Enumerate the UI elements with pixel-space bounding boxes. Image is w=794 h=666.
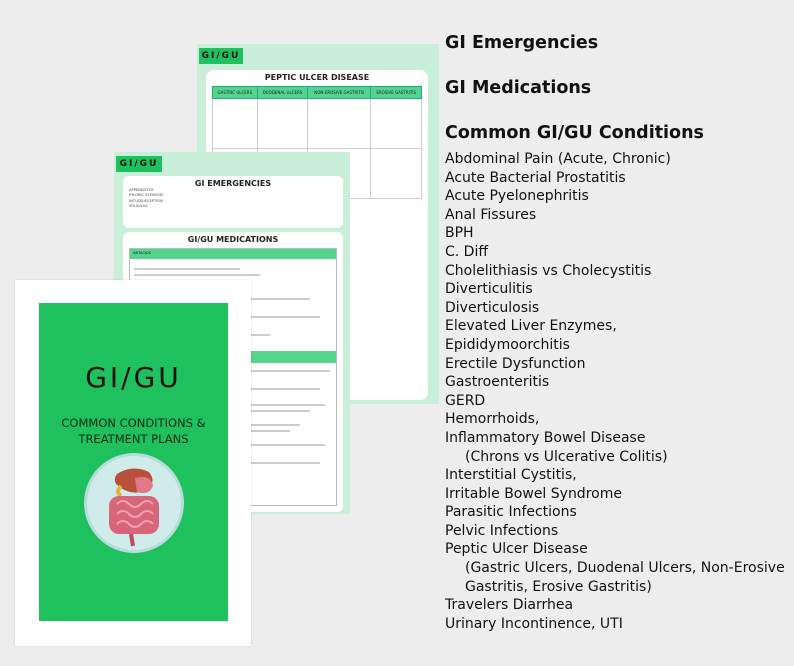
- list-item: Erectile Dysfunction: [445, 355, 586, 372]
- list-item: C. Diff: [445, 243, 488, 260]
- column-header: GASTRIC ULCERS: [213, 87, 258, 99]
- cover-title: GI/GU: [85, 361, 182, 394]
- list-item: Travelers Diarrhea: [445, 597, 574, 614]
- list-item: Inflammatory Bowel Disease: [445, 429, 646, 446]
- list-item: Gastritis, Erosive Gastritis): [465, 578, 652, 595]
- heading-gi-emergencies: GI Emergencies: [445, 33, 599, 53]
- cover-subtitle-line: COMMON CONDITIONS &: [61, 416, 206, 430]
- cover-sheet: [15, 280, 251, 646]
- medications-title: GI/GU MEDICATIONS: [187, 235, 279, 244]
- table-cell: [308, 99, 371, 149]
- list-item: (Chrons vs Ulcerative Colitis): [465, 448, 668, 465]
- cover-subtitle: [39, 415, 228, 447]
- table-cell: [371, 149, 422, 199]
- sheet-tag: GI/GU: [199, 48, 243, 64]
- table-cell: [257, 99, 308, 149]
- conditions-list: [445, 150, 785, 633]
- cover-subtitle-line: TREATMENT PLANS: [78, 432, 189, 446]
- column-header: NON-EROSIVE GASTRITIS: [308, 87, 371, 99]
- heading-gi-medications: GI Medications: [445, 78, 592, 98]
- list-item: Cholelithiasis vs Cholecystitis: [445, 262, 652, 279]
- sheet-tag: GI/GU: [116, 156, 162, 172]
- list-item: Urinary Incontinence, UTI: [445, 615, 623, 632]
- list-item: Peptic Ulcer Disease: [445, 541, 588, 558]
- list-item: Anal Fissures: [445, 206, 537, 223]
- list-item: (Gastric Ulcers, Duodenal Ulcers, Non-Erosive: [465, 560, 785, 577]
- emergency-item: INTUSSUSCEPTION: [129, 198, 163, 203]
- cover-panel: [39, 303, 228, 621]
- list-item: Diverticulosis: [445, 299, 540, 316]
- digestive-organs-illustration: [84, 453, 184, 553]
- list-item: BPH: [445, 225, 474, 242]
- list-item: Acute Bacterial Prostatitis: [445, 169, 626, 186]
- emergency-item: APPENDICITIS: [129, 188, 154, 192]
- list-item: Pelvic Infections: [445, 522, 559, 539]
- list-item: Parasitic Infections: [445, 504, 577, 521]
- list-item: Gastroenteritis: [445, 374, 550, 391]
- emergencies-title: GI EMERGENCIES: [194, 179, 272, 188]
- emergency-item: VOLVULUS: [129, 204, 148, 209]
- emergencies-card: [123, 176, 343, 228]
- list-item: Hemorrhoids,: [445, 411, 540, 428]
- peptic-ulcer-title: PEPTIC ULCER DISEASE: [264, 73, 370, 82]
- emergency-item: PYLORIC STENOSIS: [129, 193, 164, 198]
- list-item: GERD: [445, 392, 486, 409]
- list-item: Abdominal Pain (Acute, Chronic): [445, 151, 671, 167]
- list-item: Epididymoorchitis: [445, 336, 570, 353]
- list-item: Irritable Bowel Syndrome: [445, 485, 622, 502]
- column-header: DUODENAL ULCERS: [257, 87, 308, 99]
- list-item: Elevated Liver Enzymes,: [445, 318, 617, 335]
- table-cell: [371, 99, 422, 149]
- med-header: ANTACIDS: [130, 249, 336, 259]
- column-header: EROSIVE GASTRITIS: [371, 87, 422, 99]
- heading-common-conditions: Common GI/GU Conditions: [445, 123, 704, 143]
- table-cell: [213, 99, 258, 149]
- digestive-system-icon: [87, 456, 181, 550]
- list-item: Acute Pyelonephritis: [445, 188, 589, 205]
- list-item: Interstitial Cystitis,: [445, 467, 577, 484]
- list-item: Diverticulitis: [445, 281, 533, 298]
